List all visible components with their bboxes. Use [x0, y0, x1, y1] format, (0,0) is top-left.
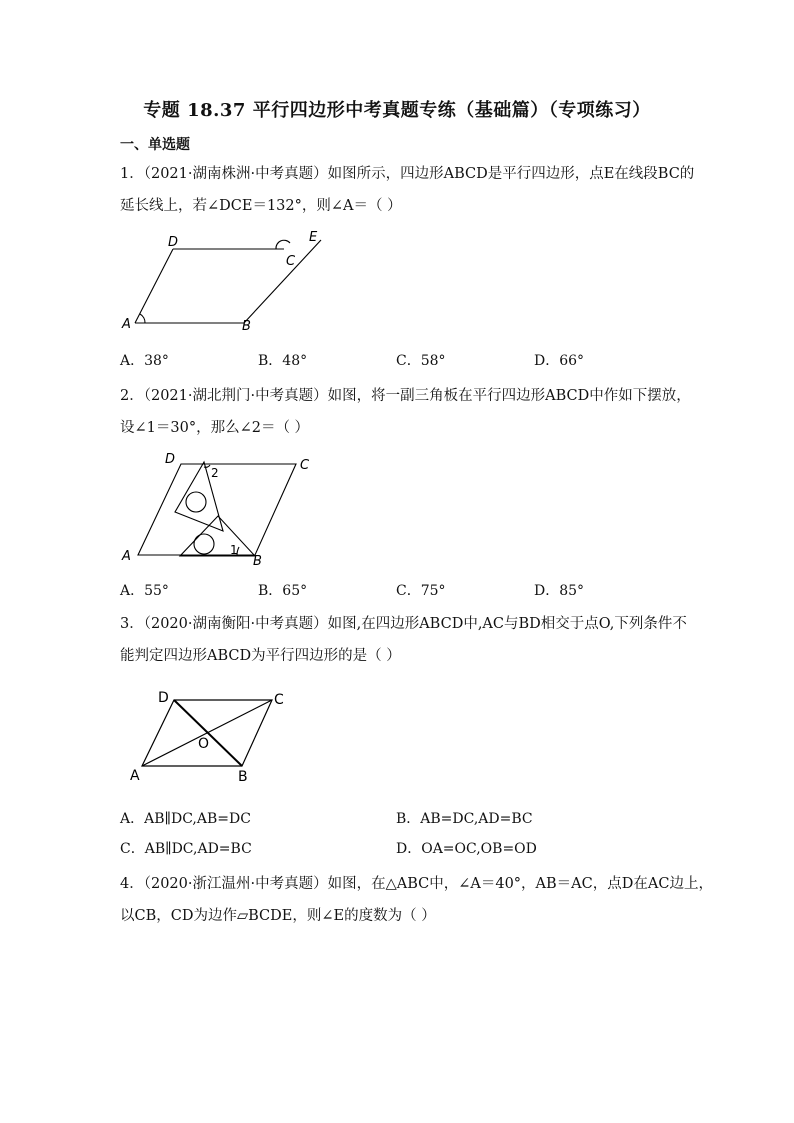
q1-side-ad: [135, 249, 173, 323]
q1-option-a[interactable]: A．38°: [120, 353, 169, 369]
q1-label-d: D: [168, 235, 179, 250]
q1-option-d[interactable]: D．66°: [534, 353, 585, 369]
q2-triangle-lower-hole: [194, 534, 214, 554]
q3-option-c[interactable]: C．AB∥DC,AD=BC: [120, 841, 252, 857]
page-title: 专题 18.37 平行四边形中考真题专练（基础篇）（专项练习）: [143, 100, 651, 121]
q3-label-b: B: [238, 769, 248, 785]
q2-stem-line1: 2．（2021·湖北荆门·中考真题）如图，将一副三角板在平行四边形ABCD中作如下摆放，: [120, 388, 691, 404]
q2-label-angle-1: 1: [230, 543, 238, 557]
q2-label-b: B: [253, 554, 262, 568]
q1-angle-a-arc: [140, 314, 145, 323]
q1-label-e: E: [309, 230, 318, 245]
q3-label-o: O: [198, 736, 210, 752]
q2-label-c: C: [300, 458, 310, 473]
q3-option-d[interactable]: D．OA=OC,OB=OD: [396, 841, 537, 857]
q3-label-c: C: [274, 692, 284, 708]
q1-figure: [118, 228, 338, 338]
q2-figure: [118, 448, 338, 568]
q2-triangle-upper-hole: [186, 492, 206, 512]
q2-label-a: A: [122, 549, 131, 564]
q3-stem-line1: 3．（2020·湖南衡阳·中考真题）如图,在四边形ABCD中,AC与BD相交于点O,下列条件不: [120, 616, 687, 632]
q1-label-b: B: [242, 319, 251, 334]
q2-label-angle-2: 2: [211, 466, 219, 480]
q3-option-a[interactable]: A．AB∥DC,AB=DC: [120, 811, 251, 827]
q2-option-d[interactable]: D．85°: [534, 583, 585, 599]
q4-stem-line2: 以CB，CD为边作▱BCDE，则∠E的度数为（ ）: [120, 908, 436, 924]
q3-label-a: A: [130, 768, 140, 784]
q1-line-be: [244, 240, 321, 323]
q1-option-c[interactable]: C．58°: [396, 353, 446, 369]
q1-angle-dce-arc: [276, 240, 290, 249]
q3-figure: [118, 684, 318, 794]
q3-stem-line2: 能判定四边形ABCD为平行四边形的是（ ）: [120, 648, 401, 664]
q1-label-a: A: [122, 317, 131, 332]
q2-option-b[interactable]: B．65°: [258, 583, 308, 599]
q1-stem-line1: 1．（2021·湖南株洲·中考真题）如图所示，四边形ABCD是平行四边形，点E在线段BC的: [120, 166, 695, 182]
q1-option-b[interactable]: B．48°: [258, 353, 308, 369]
q2-label-d: D: [165, 452, 176, 467]
q3-label-d: D: [158, 690, 169, 706]
q3-option-b[interactable]: B．AB=DC,AD=BC: [396, 811, 533, 827]
q1-stem-line2: 延长线上，若∠DCE＝132°，则∠A＝（ ）: [120, 198, 402, 214]
q2-triangle-lower: [180, 516, 255, 556]
q2-stem-line2: 设∠1＝30°，那么∠2＝（ ）: [120, 420, 310, 436]
q3-diagonal-bd: [174, 700, 242, 766]
q1-label-c: C: [286, 254, 296, 269]
q4-stem-line1: 4．（2020·浙江温州·中考真题）如图，在△ABC中，∠A＝40°，AB＝AC，点D在AC边上，: [120, 876, 713, 892]
q2-option-a[interactable]: A．55°: [120, 583, 169, 599]
q2-option-c[interactable]: C．75°: [396, 583, 446, 599]
section-heading: 一、单选题: [120, 137, 190, 153]
